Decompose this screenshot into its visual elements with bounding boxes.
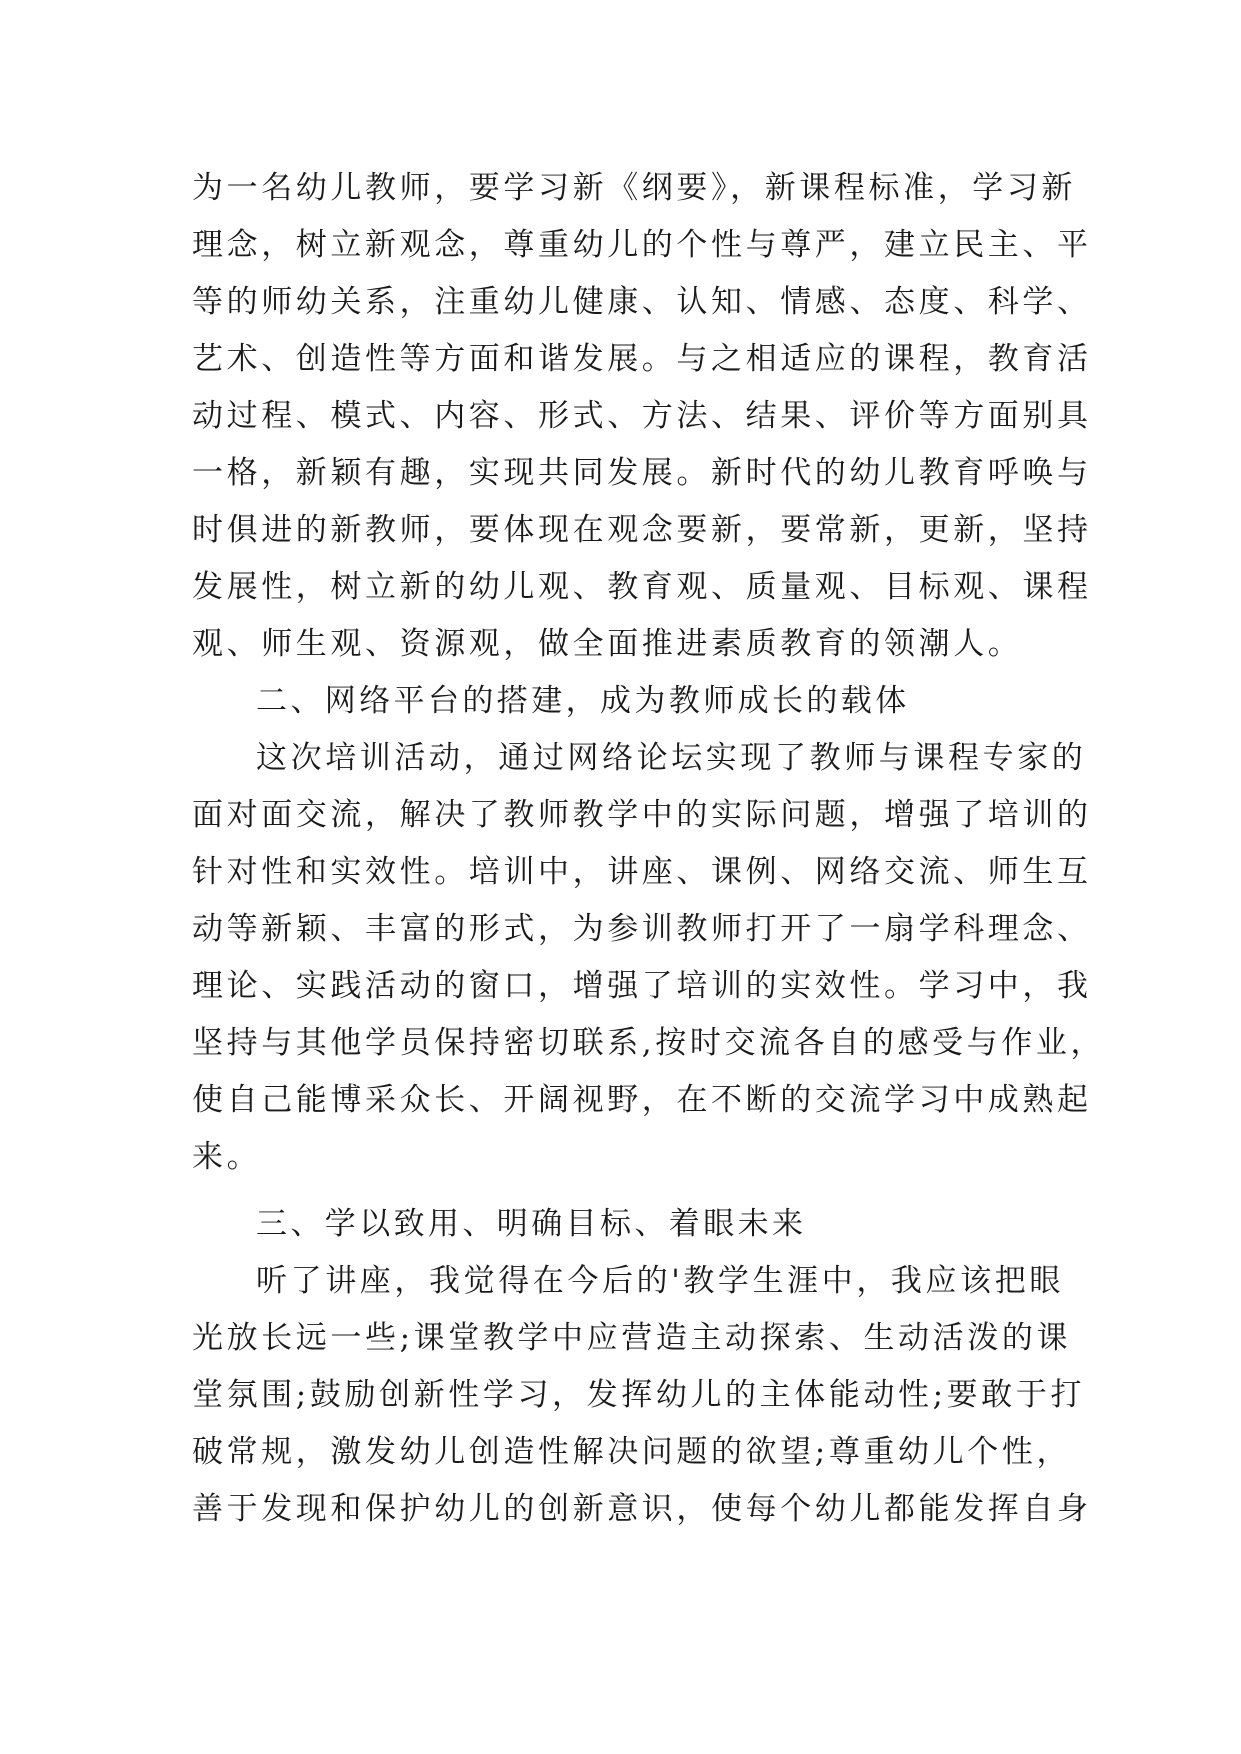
paragraph-line: 堂氛围;鼓励创新性学习，发挥幼儿的主体能动性;要敢于打	[192, 1377, 1086, 1413]
paragraph-line: 发展性，树立新的幼儿观、教育观、质量观、目标观、课程	[192, 569, 1092, 605]
section-heading: 三、学以致用、明确目标、着眼未来	[256, 1206, 807, 1242]
paragraph-line: 一格，新颖有趣，实现共同发展。新时代的幼儿教育呼唤与	[192, 455, 1092, 491]
paragraph-line: 破常规，激发幼儿创造性解决问题的欲望;尊重幼儿个性，	[192, 1434, 1072, 1470]
paragraph-line: 观、师生观、资源观，做全面推进素质教育的领潮人。	[192, 626, 1023, 662]
paragraph-line: 艺术、创造性等方面和谐发展。与之相适应的课程，教育活	[192, 341, 1092, 377]
paragraph-line: 针对性和实效性。培训中，讲座、课例、网络交流、师生互	[192, 854, 1092, 890]
paragraph-line: 这次培训活动，通过网络论坛实现了教师与课程专家的	[256, 740, 1087, 776]
paragraph-line: 听了讲座，我觉得在今后的'教学生涯中，我应该把眼	[256, 1263, 1064, 1299]
paragraph-line: 时俱进的新教师，要体现在观念要新，要常新，更新，坚持	[192, 512, 1092, 548]
paragraph-line: 使自己能博采众长、开阔视野，在不断的交流学习中成熟起	[192, 1082, 1092, 1118]
paragraph-line: 动过程、模式、内容、形式、方法、结果、评价等方面别具	[192, 398, 1092, 434]
paragraph-line: 动等新颖、丰富的形式，为参训教师打开了一扇学科理念、	[192, 911, 1092, 947]
paragraph-line: 等的师幼关系，注重幼儿健康、认知、情感、态度、科学、	[192, 284, 1092, 320]
paragraph-line: 为一名幼儿教师，要学习新《纲要》，新课程标准，学习新	[192, 170, 1077, 206]
paragraph-line: 理论、实践活动的窗口，增强了培训的实效性。学习中，我	[192, 968, 1092, 1004]
paragraph-line: 光放长远一些;课堂教学中应营造主动探索、生动活泼的课	[192, 1320, 1072, 1356]
paragraph-gap	[192, 1186, 1057, 1196]
paragraph-line: 面对面交流，解决了教师教学中的实际问题，增强了培训的	[192, 797, 1092, 833]
paragraph-line: 理念，树立新观念，尊重幼儿的个性与尊严，建立民主、平	[192, 227, 1092, 263]
section-heading: 二、网络平台的搭建，成为教师成长的载体	[256, 683, 910, 719]
paragraph-line: 坚持与其他学员保持密切联系,按时交流各自的感受与作业，	[192, 1025, 1106, 1061]
paragraph-line: 善于发现和保护幼儿的创新意识，使每个幼儿都能发挥自身	[192, 1491, 1092, 1527]
paragraph-line: 来。	[192, 1139, 262, 1175]
body-text	[192, 160, 1106, 1538]
